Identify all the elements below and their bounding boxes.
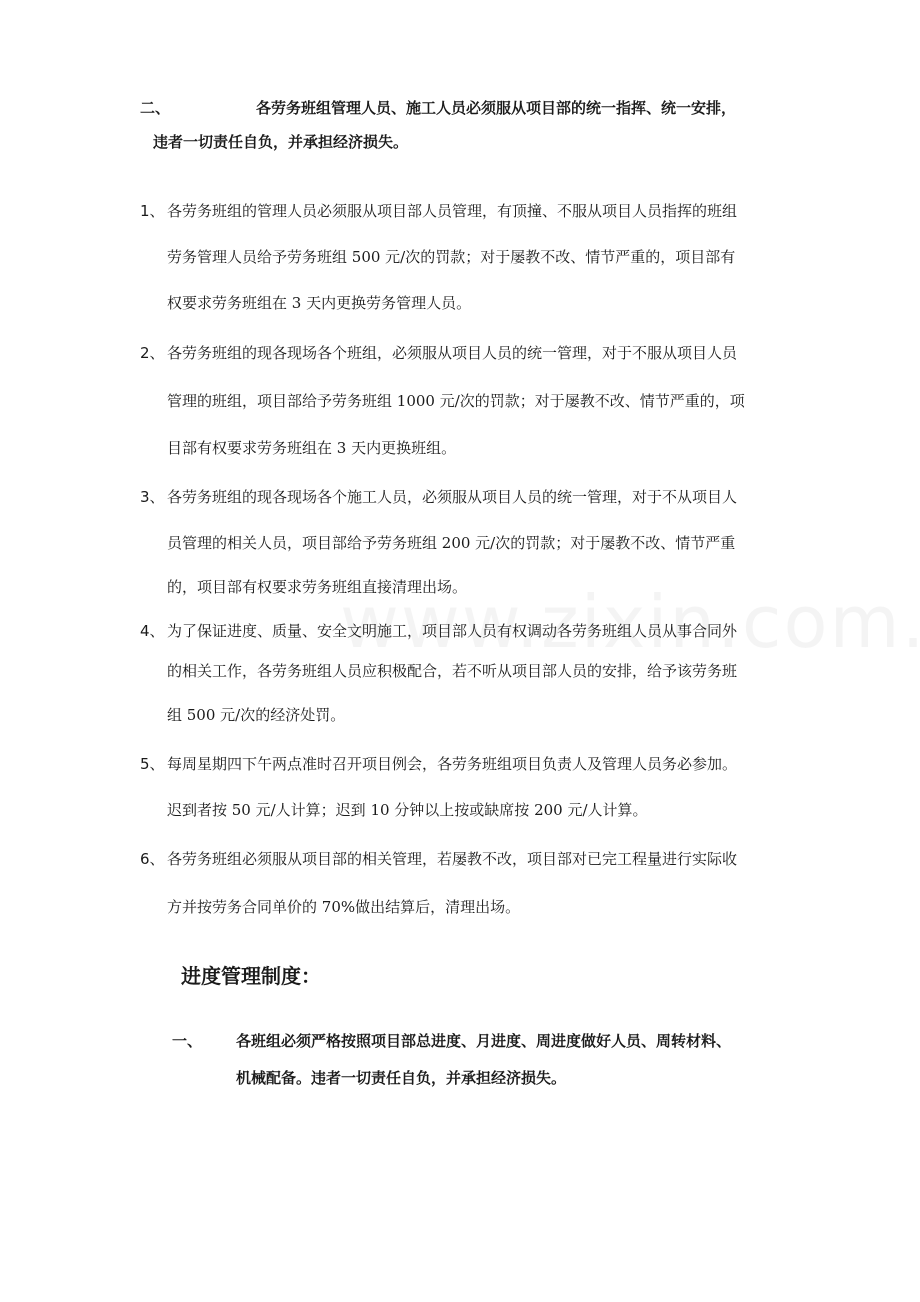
item-2-number: 2、 [140,344,165,362]
progress-section-1-number: 一、 [172,1032,203,1050]
item-3-number: 3、 [140,488,165,506]
item-3-line-2: 员管理的相关人员，项目部给予劳务班组 200 元/次的罚款；对于屡教不改、情节严重 [167,534,736,552]
item-5-line-1: 每周星期四下午两点准时召开项目例会，各劳务班组项目负责人及管理人员务必参加。 [167,755,738,773]
item-1-line-1: 各劳务班组的管理人员必须服从项目部人员管理，有顶撞、不服从项目人员指挥的班组 [167,202,738,220]
item-3-line-1: 各劳务班组的现各现场各个施工人员，必须服从项目人员的统一管理，对于不从项目人 [167,488,738,506]
item-2-line-3: 目部有权要求劳务班组在 3 天内更换班组。 [167,439,457,457]
item-1-line-2: 劳务管理人员给予劳务班组 500 元/次的罚款；对于屡教不改、情节严重的，项目部有 [167,248,736,266]
item-5-line-2: 迟到者按 50 元/人计算；迟到 10 分钟以上按或缺席按 200 元/人计算。 [167,801,648,819]
item-4-line-3: 组 500 元/次的经济处罚。 [167,706,346,724]
item-5-number: 5、 [140,755,165,773]
section-2-line-2: 违者一切责任自负，并承担经济损失。 [153,133,409,151]
progress-section-1-line-1: 各班组必须严格按照项目部总进度、月进度、周进度做好人员、周转材料、 [236,1032,732,1050]
item-2-line-1: 各劳务班组的现各现场各个班组，必须服从项目人员的统一管理，对于不服从项目人员 [167,344,738,362]
item-4-number: 4、 [140,622,165,640]
item-3-line-3: 的，项目部有权要求劳务班组直接清理出场。 [167,578,468,596]
item-6-line-2: 方并按劳务合同单价的 70%做出结算后，清理出场。 [167,898,521,916]
section-2-number: 二、 [140,99,171,117]
item-6-line-1: 各劳务班组必须服从项目部的相关管理，若屡教不改，项目部对已完工程量进行实际收 [167,850,738,868]
item-4-line-1: 为了保证进度、质量、安全文明施工，项目部人员有权调动各劳务班组人员从事合同外 [167,622,738,640]
item-6-number: 6、 [140,850,165,868]
item-4-line-2: 的相关工作，各劳务班组人员应积极配合，若不听从项目部人员的安排，给予该劳务班 [167,662,738,680]
item-2-line-2: 管理的班组，项目部给予劳务班组 1000 元/次的罚款；对于屡教不改、情节严重的，项 [167,392,745,410]
item-1-number: 1、 [140,202,165,220]
progress-heading: 进度管理制度： [181,964,321,988]
section-2-line-1: 各劳务班组管理人员、施工人员必须服从项目部的统一指挥、统一安排， [256,99,737,117]
item-1-line-3: 权要求劳务班组在 3 天内更换劳务管理人员。 [167,294,472,312]
progress-section-1-line-2: 机械配备。违者一切责任自负，并承担经济损失。 [236,1069,567,1087]
